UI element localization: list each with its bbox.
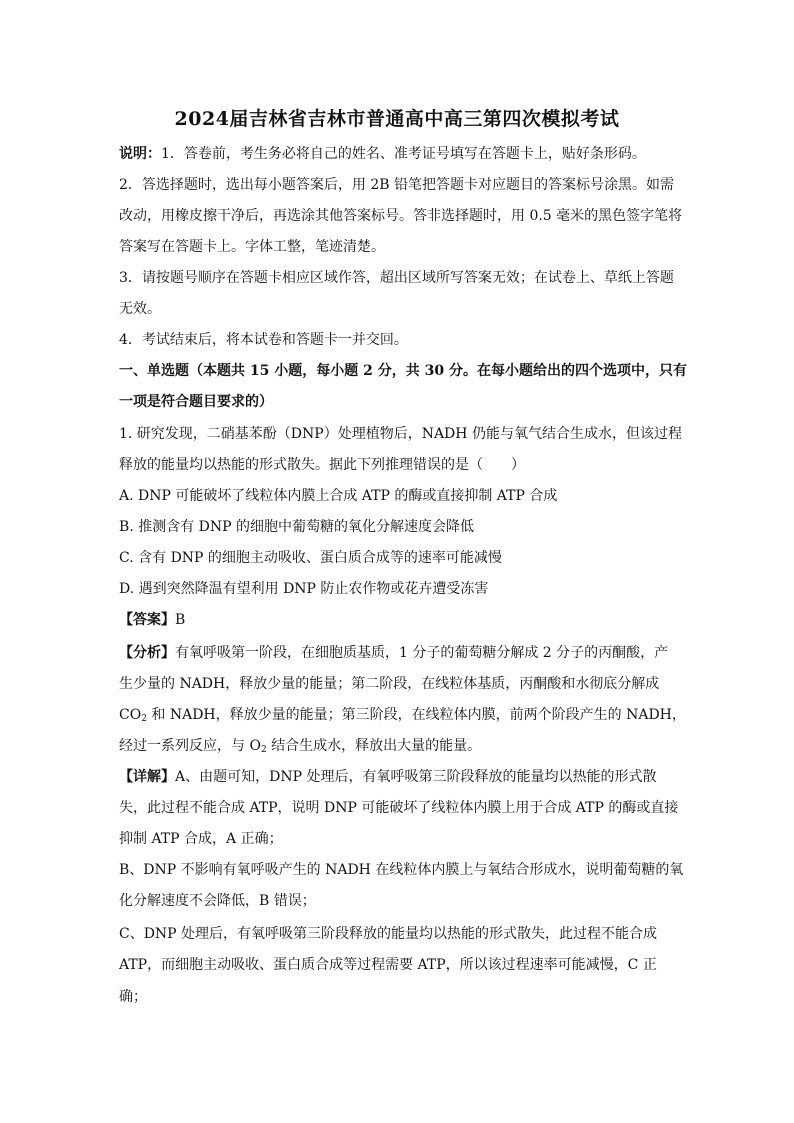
detail-line-3: 抑制 ATP 合成，A 正确；: [119, 831, 283, 847]
option-b: B. 推测含有 DNP 的细胞中葡萄糖的氧化分解速度会降低: [119, 519, 474, 535]
option-a: A. DNP 可能破坏了线粒体内膜上合成 ATP 的酶或直接抑制 ATP 合成: [119, 488, 558, 504]
detail-line-5: 化分解速度不会降低，B 错误；: [119, 893, 316, 909]
instruction-2-line-3: 答案写在答题卡上。字体工整，笔迹清楚。: [119, 239, 385, 255]
instruction-1-text: 1．答卷前，考生务必将自己的姓名、准考证号填写在答题卡上，贴好条形码。: [161, 146, 646, 162]
analysis-3-post: 和 NADH，释放少量的能量；第三阶段，在线粒体内膜，前两个阶段产生的 NADH，: [146, 707, 686, 723]
analysis-3-pre: CO: [119, 707, 142, 723]
option-c: C. 含有 DNP 的细胞主动吸收、蛋白质合成等的速率可能减慢: [119, 550, 502, 566]
instruction-2-line-2: 改动，用橡皮擦干净后，再选涂其他答案标号。答非选择题时，用 0.5 毫米的黑色签字笔将: [119, 208, 683, 224]
section-heading-line-1: 一、单选题（本题共 15 小题，每小题 2 分，共 30 分。在每小题给出的四个选项中，只有: [119, 363, 687, 379]
analysis-text-1: 有氧呼吸第一阶段，在细胞质基质，1 分子的葡萄糖分解成 2 分子的丙酮酸，产: [175, 645, 669, 661]
instruction-4: 4．考试结束后，将本试卷和答题卡一并交回。: [119, 332, 408, 348]
detail-line-4: B、DNP 不影响有氧呼吸产生的 NADH 在线粒体内膜上与氧结合形成水，说明葡萄糖的氧: [119, 862, 684, 878]
answer-line: [119, 611, 679, 629]
instructions-label: 说明：: [119, 146, 161, 162]
detail-line-2: 失，此过程不能合成 ATP，说明 DNP 可能破坏了线粒体内膜上用于合成 ATP 的酶或直接: [119, 800, 679, 816]
detail-line-6: C、DNP 处理后，有氧呼吸第三阶段释放的能量均以热能的形式散失，此过程不能合成: [119, 926, 658, 942]
analysis-4-pre: 经过一系列反应，与 O: [119, 738, 261, 754]
detail-tag: 【详解】: [119, 769, 175, 785]
instruction-3-line-2: 无效。: [119, 301, 161, 317]
answer-value: B: [175, 612, 186, 628]
option-d: D. 遇到突然降温有望利用 DNP 防止农作物或花卉遭受冻害: [119, 581, 489, 597]
analysis-line-1: [119, 644, 679, 662]
analysis-tag: 【分析】: [119, 645, 175, 661]
detail-line-7: ATP，而细胞主动吸收、蛋白质合成等过程需要 ATP，所以该过程速率可能减慢，C 正: [119, 957, 657, 973]
answer-tag: 【答案】: [119, 612, 175, 628]
detail-text-1: A、由题可知，DNP 处理后，有氧呼吸第三阶段释放的能量均以热能的形式散: [175, 769, 657, 785]
analysis-line-4: [119, 737, 679, 755]
detail-line-1: [119, 768, 679, 786]
analysis-line-3: [119, 706, 686, 724]
section-heading-line-2: 一项是符合题目要求的）: [119, 394, 273, 410]
analysis-3-sub: 2: [141, 714, 147, 724]
analysis-4-sub: 2: [260, 745, 267, 755]
detail-line-8: 确；: [119, 989, 147, 1005]
exam-title: 2024届吉林省吉林市普通高中高三第四次模拟考试: [174, 108, 620, 130]
instruction-1: [119, 145, 679, 163]
question-1-stem-line-1: 1. 研究发现，二硝基苯酚（DNP）处理植物后，NADH 仍能与氧气结合生成水，但该过程: [119, 426, 682, 442]
instruction-2-line-1: 2．答选择题时，选出每小题答案后，用 2B 铅笔把答题卡对应题目的答案标号涂黑。如需: [119, 177, 675, 193]
analysis-4-post: 结合生成水，释放出大量的能量。: [266, 738, 482, 754]
instruction-3-line-1: 3．请按题号顺序在答题卡相应区域作答，超出区域所写答案无效；在试卷上、草纸上答题: [119, 270, 674, 286]
analysis-line-2: 生少量的 NADH，释放少量的能量；第二阶段，在线粒体基质，丙酮酸和水彻底分解成: [119, 676, 660, 692]
question-1-stem-line-2: 释放的能量均以热能的形式散失。据此下列推理错误的是（ ）: [119, 457, 525, 473]
